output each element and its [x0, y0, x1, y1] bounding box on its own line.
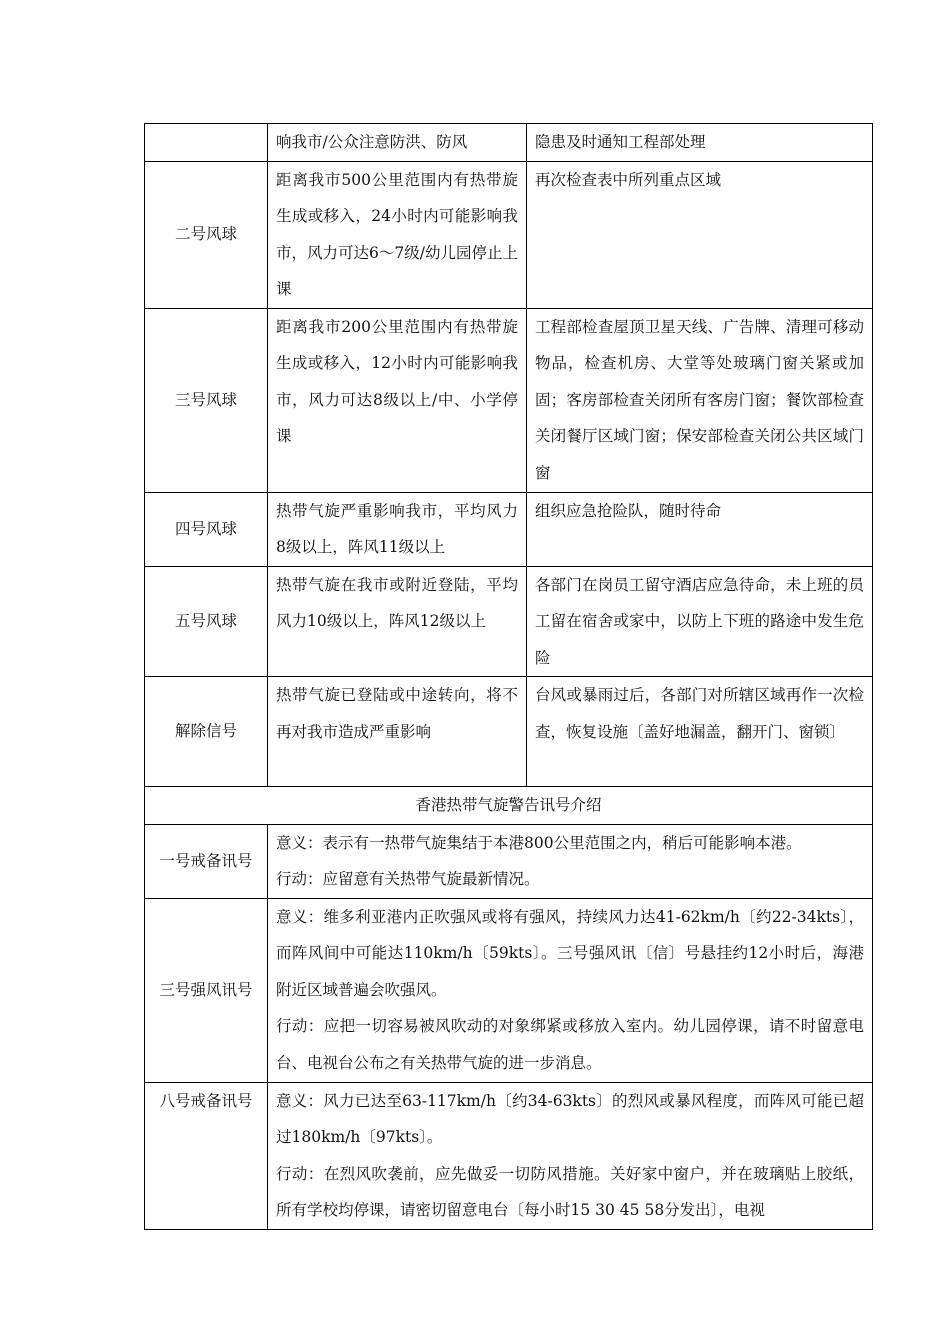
table-row: [145, 161, 873, 308]
section-title: 香港热带气旋警告讯号介绍: [145, 787, 873, 825]
action-cell: 工程部检查屋顶卫星天线、广告牌、清理可移动物品，检查机房、大堂等处玻璃门窗关紧或加固；客房部检查关闭所有客房门窗；餐饮部检查关闭餐厅区域门窗；保安部检查关闭公共区域门窗: [527, 308, 873, 492]
signal-description: [268, 824, 873, 898]
signal-description: [268, 898, 873, 1082]
condition-cell: 距离我市200公里范围内有热带旋生成或移入，12小时内可能影响我市，风力可达8级以上/中、小学停课: [268, 308, 527, 492]
table-row: [145, 824, 873, 898]
signal-label: 八号戒备讯号: [145, 1082, 268, 1229]
signal-label: 四号风球: [145, 492, 268, 566]
signal-label: 二号风球: [145, 161, 268, 308]
table-row: [145, 124, 873, 162]
action-cell: 再次检查表中所列重点区域: [527, 161, 873, 308]
condition-cell: 响我市/公众注意防洪、防风: [268, 124, 527, 162]
action-cell: 组织应急抢险队，随时待命: [527, 492, 873, 566]
meaning-text: 意义：表示有一热带气旋集结于本港800公里范围之内，稍后可能影响本港。: [276, 833, 802, 852]
action-cell: 隐患及时通知工程部处理: [527, 124, 873, 162]
condition-cell: 热带气旋已登陆或中途转向，将不再对我市造成严重影响: [268, 677, 527, 787]
table-row: [145, 566, 873, 677]
signal-label: 三号强风讯号: [145, 898, 268, 1082]
table-row: [145, 677, 873, 787]
signal-description: [268, 1082, 873, 1229]
signal-label: 解除信号: [145, 677, 268, 787]
action-text: 行动：在烈风吹袭前，应先做妥一切防风措施。关好家中窗户，并在玻璃贴上胶纸，所有学校均停课，请密切留意电台〔每小时15 30 45 58分发出〕，电视: [276, 1164, 864, 1219]
action-text: 行动：应留意有关热带气旋最新情况。: [276, 870, 540, 888]
condition-cell: 距离我市500公里范围内有热带旋生成或移入，24小时内可能影响我市，风力可达6～7级/幼儿园停止上课: [268, 161, 527, 308]
signal-label: 五号风球: [145, 566, 268, 677]
condition-cell: 热带气旋严重影响我市，平均风力8级以上，阵风11级以上: [268, 492, 527, 566]
meaning-text: 意义：风力已达至63-117km/h〔约34-63kts〕的烈风或暴风程度，而阵风可能已超过180km/h〔97kts〕。: [276, 1091, 864, 1146]
meaning-text: 意义：维多利亚港内正吹强风或将有强风，持续风力达41-62km/h〔约22-34kts〕，而阵风间中可能达110km/h〔59kts〕。三号强风讯〔信〕号悬挂约12小时后，海港附近区域普遍会吹强风。: [276, 907, 864, 999]
action-cell: 台风或暴雨过后，各部门对所辖区域再作一次检查，恢复设施〔盖好地漏盖，翻开门、窗锁〕: [527, 677, 873, 787]
condition-cell: 热带气旋在我市或附近登陆，平均风力10级以上，阵风12级以上: [268, 566, 527, 677]
action-cell: 各部门在岗员工留守酒店应急待命，未上班的员工留在宿舍或家中，以防上下班的路途中发生危险: [527, 566, 873, 677]
table-row: [145, 787, 873, 825]
signal-label: 三号风球: [145, 308, 268, 492]
signal-label: [145, 124, 268, 162]
document-page: [144, 123, 873, 1230]
table-row: [145, 1082, 873, 1229]
typhoon-table: [144, 123, 873, 1230]
table-row: [145, 492, 873, 566]
signal-label: 一号戒备讯号: [145, 824, 268, 898]
table-row: [145, 898, 873, 1082]
table-row: [145, 308, 873, 492]
action-text: 行动：应把一切容易被风吹动的对象绑紧或移放入室内。幼儿园停课，请不时留意电台、电视台公布之有关热带气旋的进一步消息。: [276, 1017, 864, 1072]
